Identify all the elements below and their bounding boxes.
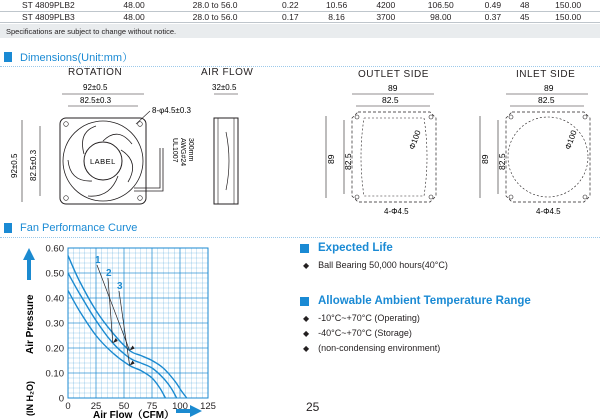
ambient-temp-heading xyxy=(300,295,531,307)
outlet-dim-outer: 89 xyxy=(388,83,398,93)
diamond-bullet-icon: ◆ xyxy=(303,260,310,270)
table-cell: 4200 xyxy=(363,0,409,11)
mount-hole xyxy=(138,196,143,201)
list-item-text: (non-condensing environment) xyxy=(318,343,441,353)
chart-ticks xyxy=(46,244,216,413)
outlet-dim-inner: 82.5 xyxy=(382,95,399,105)
mount-hole xyxy=(138,122,143,127)
list-item xyxy=(303,343,440,353)
y-axis-title: Air Pressure xyxy=(25,294,36,354)
diamond-bullet-icon: ◆ xyxy=(303,343,310,353)
dim-side-inner: 82.5±0.3 xyxy=(29,149,38,181)
outlet-outline xyxy=(352,112,436,202)
table-cell: 48.00 xyxy=(108,0,160,11)
x-tick-label: 75 xyxy=(146,401,158,412)
outlet-side-label: OUTLET SIDE xyxy=(358,69,429,80)
spec-note: Specifications are subject to change without notice. xyxy=(6,27,177,36)
outlet-dim-side-inner: 82.5 xyxy=(343,153,353,170)
inlet-dim-outer: 89 xyxy=(544,83,554,93)
heading-title: Expected Life xyxy=(318,242,393,254)
mount-hole xyxy=(355,195,359,199)
y-tick-label: 0.50 xyxy=(45,268,64,280)
section-title: Dimensions(Unit:mm） xyxy=(20,52,134,64)
wire-spec-awg: AWG#24 xyxy=(179,138,186,167)
list-item xyxy=(303,328,412,338)
x-axis-title: Air Flow（CFM） xyxy=(93,410,175,420)
series-label-2: 2 xyxy=(106,268,112,279)
dim-depth: 32±0.5 xyxy=(212,83,237,92)
outlet-diameter: Φ100 xyxy=(407,129,423,151)
section-marker xyxy=(4,223,12,233)
x-tick-label: 125 xyxy=(200,401,216,412)
x-tick-label: 50 xyxy=(118,401,130,412)
y-tick-label: 0.60 xyxy=(45,243,64,255)
y-tick-label: 0.30 xyxy=(45,318,64,330)
page-number: 25 xyxy=(306,400,320,414)
x-tick-label: 25 xyxy=(90,401,102,412)
y-tick-label: 0.40 xyxy=(45,293,64,305)
outlet-holes: 4-Φ4.5 xyxy=(384,207,409,216)
table-cell: ST 4809PLB2 xyxy=(0,0,108,11)
mount-hole xyxy=(509,195,513,199)
inlet-outline xyxy=(506,112,590,202)
list-item-text: Ball Bearing 50,000 hours(40°C) xyxy=(318,260,448,270)
y-tick-label: 0 xyxy=(58,393,64,405)
y-tick-label: 0.20 xyxy=(45,343,64,355)
fan-performance-chart xyxy=(0,236,290,420)
table-row xyxy=(0,11,600,22)
wire-spec-length: 300mm xyxy=(187,138,194,162)
expected-life-heading xyxy=(300,242,393,254)
rotation-label: ROTATION xyxy=(68,67,123,78)
mount-hole xyxy=(509,115,513,119)
mount-hole xyxy=(429,115,433,119)
series-line-3 xyxy=(68,291,165,399)
mount-hole xyxy=(64,122,69,127)
airflow-label: AIR FLOW xyxy=(201,67,254,78)
y-axis-arrow-icon xyxy=(23,248,35,280)
x-tick-label: 100 xyxy=(172,401,188,412)
list-item-text: -40°C~+70°C (Storage) xyxy=(318,328,412,338)
mount-hole xyxy=(583,115,587,119)
series-label-3: 3 xyxy=(117,281,123,292)
table-cell: 8.16 xyxy=(311,11,363,22)
inlet-diameter: Φ100 xyxy=(563,129,579,151)
dim-side-outer: 92±0.5 xyxy=(10,153,19,178)
mount-hole xyxy=(355,115,359,119)
dim-top-outer: 92±0.5 xyxy=(83,83,108,92)
list-item xyxy=(303,260,448,270)
table-row xyxy=(0,0,600,11)
table-cell: 98.00 xyxy=(409,11,473,22)
inlet-holes: 4-Φ4.5 xyxy=(536,207,561,216)
table-cell: 3700 xyxy=(363,11,409,22)
outlet-side-drawing xyxy=(318,80,458,220)
table-cell: 0.22 xyxy=(270,0,311,11)
inlet-dim-side-outer: 89 xyxy=(480,154,490,164)
section-title: Fan Performance Curve xyxy=(20,222,138,234)
wire-spec-ul: UL1007 xyxy=(171,138,178,163)
table-cell: 150.00 xyxy=(536,0,600,11)
series-label-1: 1 xyxy=(95,255,101,266)
table-cell: 48.00 xyxy=(108,11,160,22)
section-marker xyxy=(4,52,12,62)
heading-marker xyxy=(300,297,309,306)
hub-label: LABEL xyxy=(90,157,116,166)
outlet-dim-side-outer: 89 xyxy=(326,154,336,164)
x-tick-label: 0 xyxy=(65,401,71,412)
y-tick-label: 0.10 xyxy=(45,368,64,380)
chart-series-labels xyxy=(95,255,135,366)
inlet-side-label: INLET SIDE xyxy=(516,69,576,80)
table-cell: 150.00 xyxy=(536,11,600,22)
diamond-bullet-icon: ◆ xyxy=(303,328,310,338)
heading-marker xyxy=(300,244,309,253)
table-cell: 48 xyxy=(513,0,536,11)
list-item-text: -10°C~+70°C (Operating) xyxy=(318,313,420,323)
mount-hole xyxy=(64,196,69,201)
inlet-side-drawing xyxy=(474,80,600,220)
inlet-dim-side-inner: 82.5 xyxy=(497,153,507,170)
dim-top-inner: 82.5±0.3 xyxy=(80,96,112,105)
heading-title: Allowable Ambient Temperature Range xyxy=(318,295,531,307)
table-cell: 0.17 xyxy=(270,11,311,22)
mount-hole xyxy=(429,195,433,199)
chart-grid xyxy=(68,248,208,398)
y-axis-unit: (IN H₂O) xyxy=(25,381,35,416)
table-cell: ST 4809PLB3 xyxy=(0,11,108,22)
fan-curve-heading xyxy=(0,220,137,236)
inlet-dim-inner: 82.5 xyxy=(538,95,555,105)
list-item xyxy=(303,313,420,323)
table-cell: 0.37 xyxy=(473,11,514,22)
table-cell: 0.49 xyxy=(473,0,514,11)
lead-wires xyxy=(134,148,160,188)
dimensions-heading xyxy=(0,49,133,65)
table-cell: 28.0 to 56.0 xyxy=(160,11,270,22)
leader-line xyxy=(108,278,113,343)
dim-holes: 8-φ4.5±0.3 xyxy=(152,106,191,115)
fan-front-drawing xyxy=(0,78,300,218)
table-cell: 45 xyxy=(513,11,536,22)
mount-hole xyxy=(583,195,587,199)
fan-side-view xyxy=(214,118,238,204)
spec-table xyxy=(0,0,600,23)
table-cell: 28.0 to 56.0 xyxy=(160,0,270,11)
diamond-bullet-icon: ◆ xyxy=(303,313,310,323)
table-cell: 10.56 xyxy=(311,0,363,11)
table-cell: 106.50 xyxy=(409,0,473,11)
